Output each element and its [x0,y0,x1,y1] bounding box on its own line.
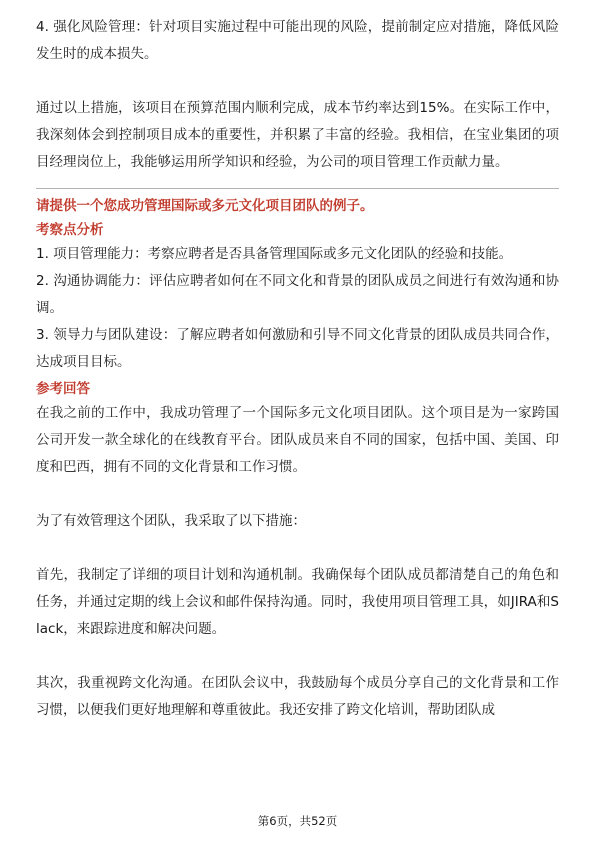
interview-question: 请提供一个您成功管理国际或多元文化项目团队的例子。 [36,198,374,214]
page-number-footer: 第6页，共52页 [257,814,338,828]
risk-management-item: 4. 强化风险管理：针对项目实施过程中可能出现的风险，提前制定应对措施，降低风险发生时的成本损失。 [36,19,559,62]
analysis-item-2: 2. 沟通协调能力：评估应聘者如何在不同文化和背景的团队成员之间进行有效沟通和协调。 [36,273,559,316]
analysis-item-1: 1. 项目管理能力：考察应聘者是否具备管理国际或多元文化团队的经验和技能。 [36,246,513,262]
answer-paragraph-1: 在我之前的工作中，我成功管理了一个国际多元文化项目团队。这个项目是为一家跨国公司开发一款全球化的在线教育平台。团队成员来自不同的国家，包括中国、美国、印度和巴西，拥有不同的文化背景和工作习惯。 [36,405,559,475]
answer-paragraph-2: 为了有效管理这个团队，我采取了以下措施： [36,513,306,529]
summary-paragraph: 通过以上措施，该项目在预算范围内顺利完成，成本节约率达到15%。在实际工作中，我深刻体会到控制项目成本的重要性，并积累了丰富的经验。我相信，在宝业集团的项目经理岗位上，我能够运用所学知识和经验，为公司的项目管理工作贡献力量。 [36,100,559,170]
answer-paragraph-4: 其次，我重视跨文化沟通。在团队会议中，我鼓励每个成员分享自己的文化背景和工作习惯，以便我们更好地理解和尊重彼此。我还安排了跨文化培训，帮助团队成 [36,675,559,718]
answer-paragraph-3: 首先，我制定了详细的项目计划和沟通机制。我确保每个团队成员都清楚自己的角色和任务，并通过定期的线上会议和邮件保持沟通。同时，我使用项目管理工具，如JIRA和Slack，来跟踪进度和解决问题。 [36,567,559,637]
answer-title: 参考回答 [36,381,90,397]
analysis-title: 考察点分析 [36,222,104,238]
document-page [36,14,559,724]
analysis-item-3: 3. 领导力与团队建设：了解应聘者如何激励和引导不同文化背景的团队成员共同合作，达成项目目标。 [36,327,559,370]
section-divider [36,188,559,189]
